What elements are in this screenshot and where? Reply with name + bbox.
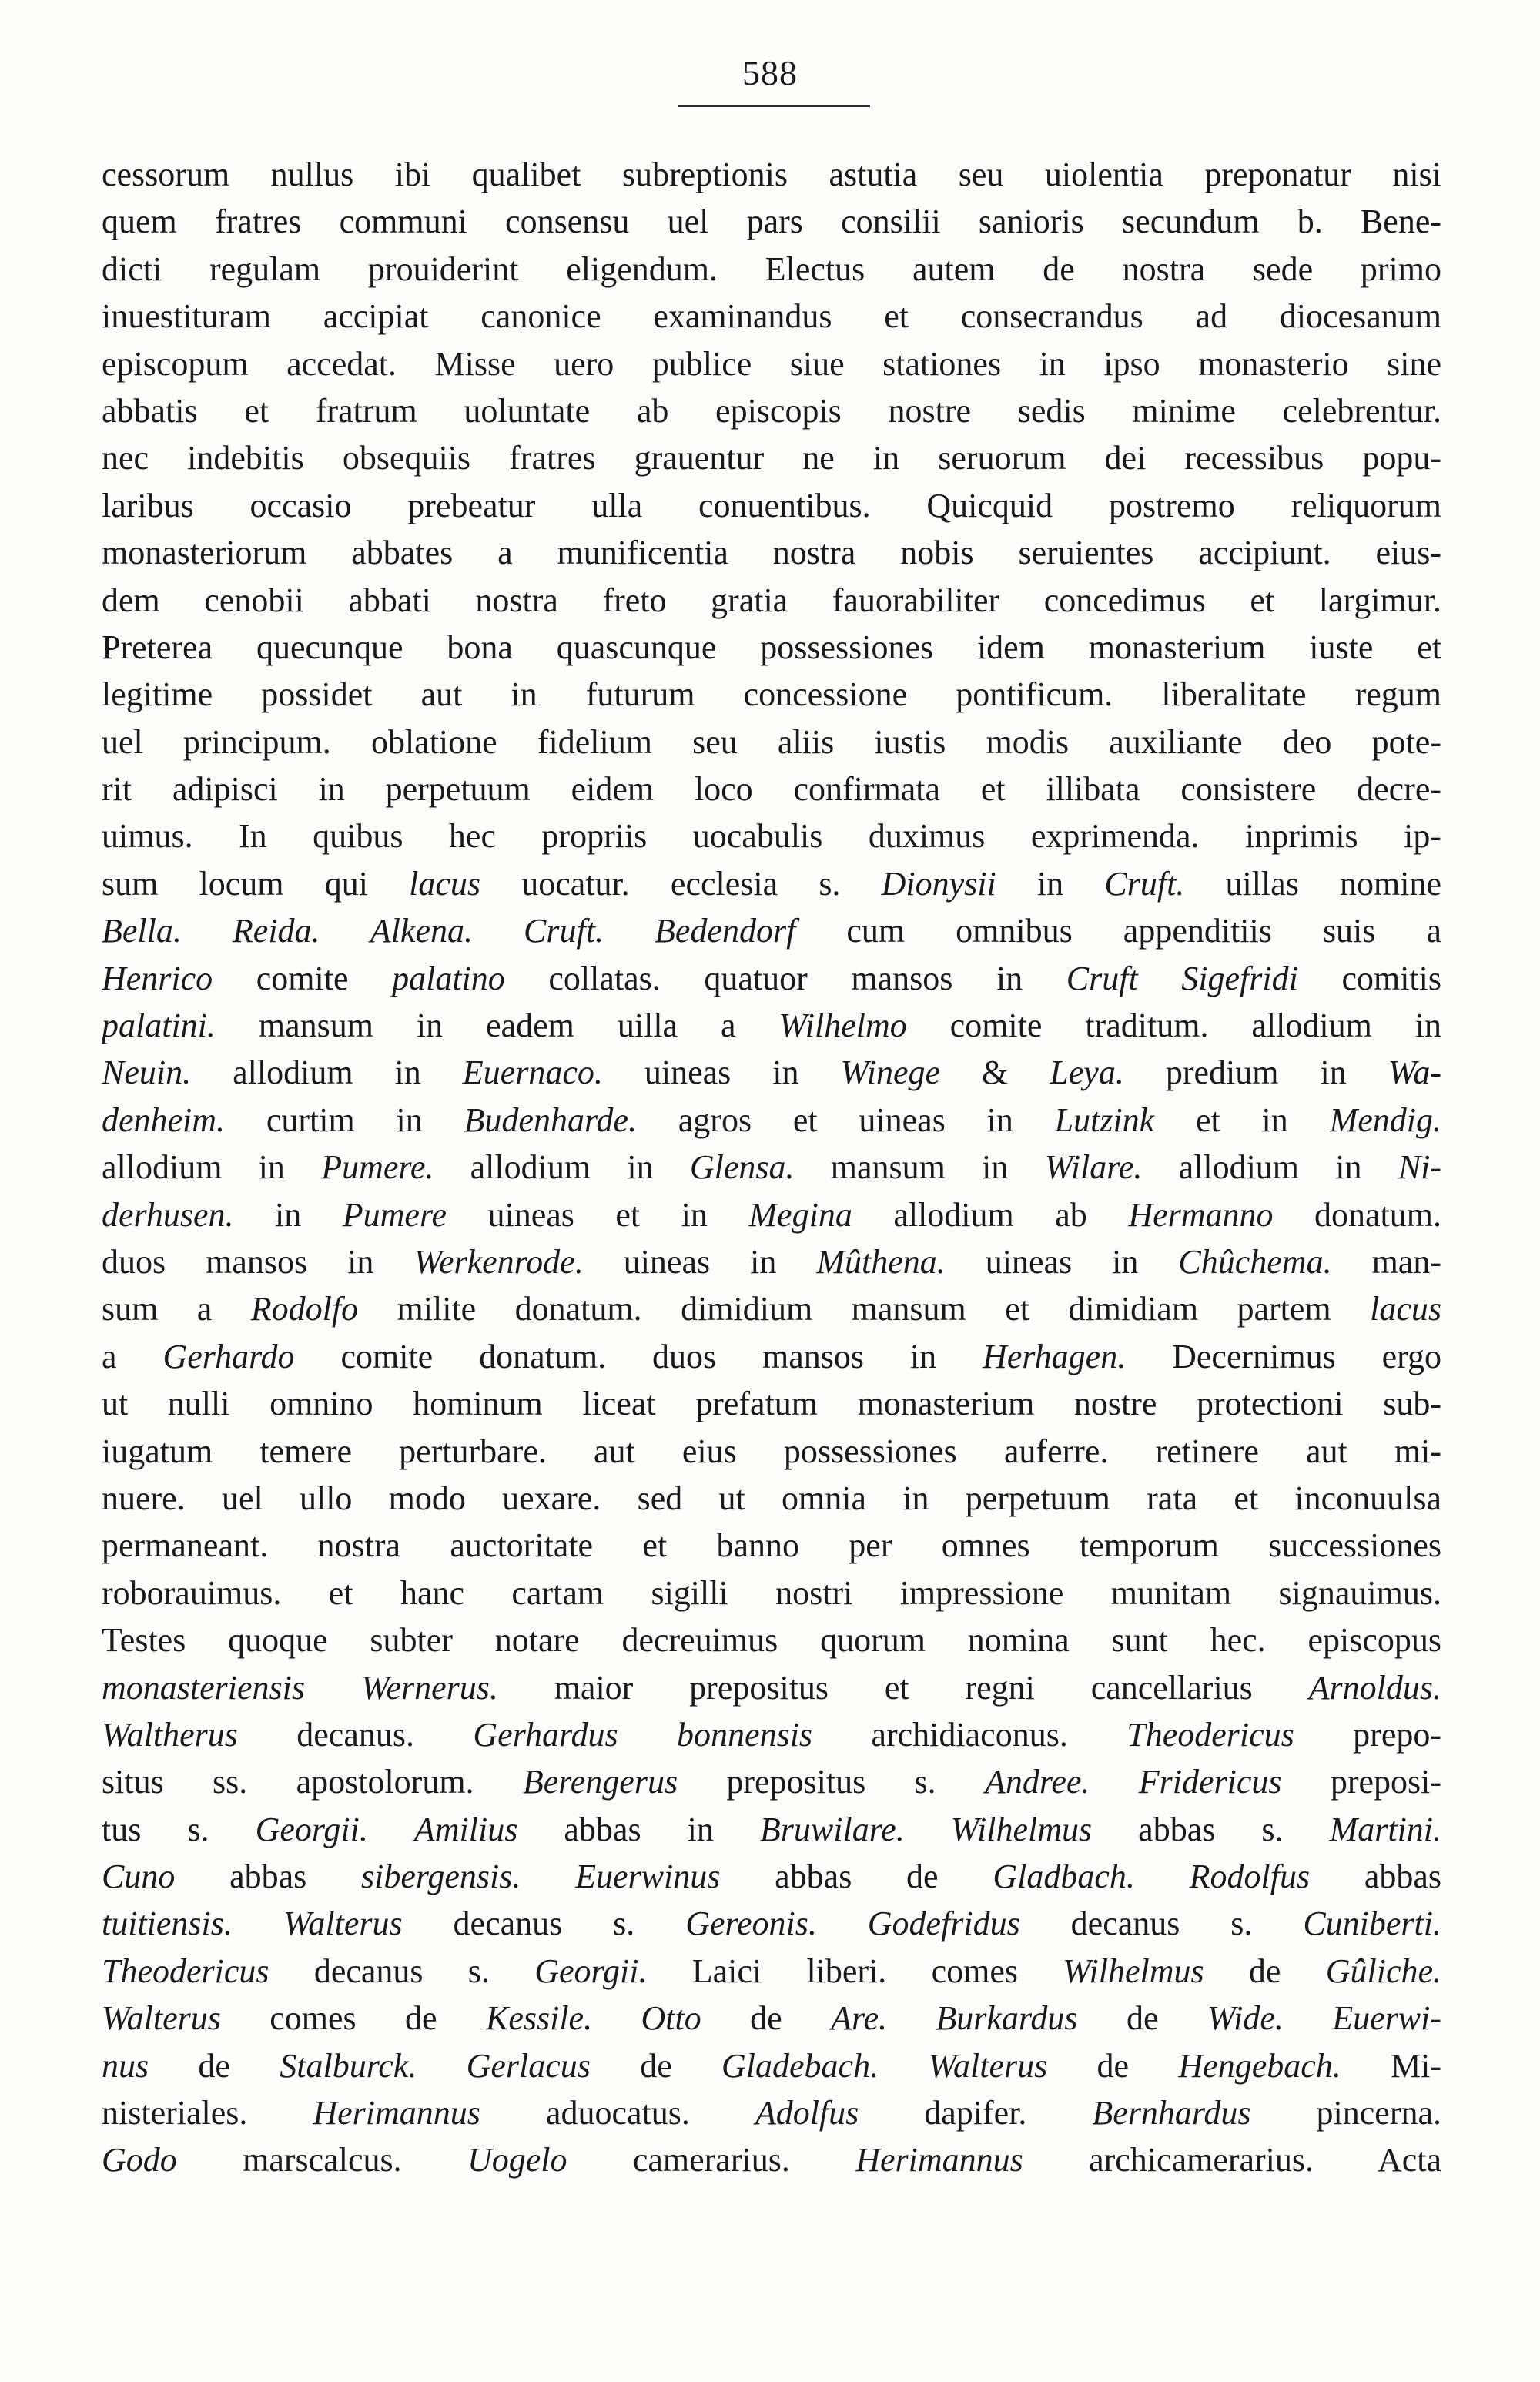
italic-name: Bruwilare. <box>759 1810 905 1848</box>
text-span: allodium in <box>434 1148 690 1187</box>
italic-name: Pumere. <box>321 1148 434 1187</box>
italic-name: Godefridus <box>867 1905 1020 1943</box>
italic-name: Martini. <box>1329 1810 1441 1848</box>
text-span <box>1135 1858 1190 1895</box>
italic-name: Fridericus <box>1138 1763 1282 1801</box>
text-span: dicti regulam prouiderint eligendum. Electus autem de nostra sede primo <box>102 250 1441 288</box>
page-number: 588 <box>742 53 798 92</box>
text-span: nec indebitis obsequiis fratres grauentur ne in seruorum dei recessibus popu- <box>102 439 1441 477</box>
text-span: comite donatum. duos mansos in <box>294 1337 983 1375</box>
text-span: man- <box>1331 1242 1441 1281</box>
text-span: decanus s. <box>269 1951 535 1990</box>
italic-name: Andree. <box>985 1763 1090 1801</box>
text-span: de <box>701 1999 832 2038</box>
italic-name: Godo <box>102 2141 177 2179</box>
text-line <box>102 1475 1441 1522</box>
text-line <box>102 1285 1441 1332</box>
text-span: prepo- <box>1294 1715 1441 1754</box>
italic-name: Otto <box>641 1999 701 2038</box>
italic-name: Rodolfus <box>1189 1858 1311 1896</box>
italic-name: Leya. <box>1050 1054 1124 1092</box>
text-line <box>102 1049 1441 1096</box>
text-span: Preterea quecunque bona quascunque possessiones idem monasterium iuste et <box>102 628 1441 666</box>
italic-name: Berengerus <box>522 1763 678 1801</box>
italic-name: Gerhardo <box>162 1337 295 1375</box>
text-line <box>102 246 1441 293</box>
italic-name: monasteriensis Wernerus. <box>102 1668 498 1707</box>
text-span: uocatur. ecclesia s. <box>480 864 882 903</box>
header-rule <box>678 105 870 107</box>
text-span: & <box>940 1054 1050 1092</box>
text-span: archicamerarius. Acta <box>1023 2141 1441 2179</box>
text-span: preposi- <box>1281 1763 1441 1801</box>
italic-name: Dionysii <box>881 864 996 903</box>
text-span: duos mansos in <box>102 1242 414 1281</box>
text-span: uineas in <box>602 1054 841 1092</box>
text-line <box>102 482 1441 529</box>
text-span: uillas nomine <box>1184 864 1441 903</box>
text-span: curtim in <box>225 1101 464 1139</box>
italic-name: Herimannus <box>855 2141 1023 2179</box>
italic-name: Adolfus <box>755 2094 859 2132</box>
italic-name: Uogelo <box>467 2141 567 2179</box>
text-span: comite <box>213 959 393 997</box>
text-span: allodium ab <box>852 1195 1129 1234</box>
italic-name: Theodericus <box>1127 1715 1294 1754</box>
text-line <box>102 1522 1441 1569</box>
italic-name: Bella. Reida. Alkena. Cruft. Bedendorf <box>102 912 796 950</box>
text-span: comitis <box>1297 959 1441 997</box>
italic-name: Theodericus <box>102 1951 270 1990</box>
text-span: dapifer. <box>859 2094 1093 2132</box>
italic-name: Neuin. <box>102 1054 192 1092</box>
text-line <box>102 1191 1441 1238</box>
text-line <box>102 1380 1441 1427</box>
italic-name: Glensa. <box>689 1148 795 1187</box>
italic-name: Gûliche. <box>1325 1951 1441 1990</box>
text-span: decanus s. <box>1019 1905 1304 1943</box>
text-span: iugatum temere perturbare. aut eius possessiones auferre. retinere aut mi- <box>102 1432 1441 1470</box>
text-span: comite traditum. allodium in <box>906 1007 1441 1045</box>
text-span: monasteriorum abbates a munificentia nostra nobis seruientes accipiunt. eius- <box>102 534 1441 572</box>
italic-name: Herhagen. <box>983 1337 1127 1375</box>
text-line <box>102 340 1441 387</box>
text-line <box>102 529 1441 576</box>
text-span: Mi- <box>1341 2046 1441 2085</box>
text-span: marscalcus. <box>176 2141 467 2179</box>
italic-name: Winege <box>840 1054 941 1092</box>
text-span: donatum. <box>1273 1195 1441 1234</box>
text-span: quem fratres communi consensu uel pars consilii sanioris secundum b. Bene- <box>102 203 1441 241</box>
text-span: dem cenobii abbati nostra freto gratia fauorabiliter concedimus et largimur. <box>102 581 1441 619</box>
text-span: maior prepositus et regni cancellarius <box>497 1668 1309 1707</box>
italic-name: Wilare. <box>1044 1148 1143 1187</box>
italic-name: Lutzink <box>1054 1101 1155 1139</box>
text-line <box>102 151 1441 198</box>
text-span: decanus. <box>237 1715 474 1754</box>
text-line <box>102 2089 1441 2136</box>
italic-name: derhusen. <box>102 1195 234 1234</box>
text-line <box>102 198 1441 245</box>
text-span: sum locum qui <box>102 864 410 903</box>
text-span: situs ss. apostolorum. <box>102 1763 523 1801</box>
text-span: a <box>102 1337 163 1375</box>
italic-name: Kessile. <box>485 1999 593 2038</box>
italic-name: Pumere <box>342 1195 447 1234</box>
text-line <box>102 1144 1441 1191</box>
italic-name: Gereonis. <box>685 1905 817 1943</box>
text-span: episcopum accedat. Misse uero publice siue stationes in ipso monasterio sine <box>102 344 1441 383</box>
italic-name: Werkenrode. <box>413 1242 584 1281</box>
body-text <box>102 151 1441 2184</box>
italic-name: Chûchema. <box>1178 1242 1332 1281</box>
italic-name: nus <box>102 2046 149 2085</box>
italic-name: Henrico <box>102 959 213 997</box>
italic-name: denheim. <box>102 1101 226 1139</box>
text-line <box>102 1900 1441 1947</box>
text-span <box>592 1999 641 2037</box>
italic-name: Wide. <box>1207 1999 1284 2038</box>
text-line <box>102 955 1441 1002</box>
text-span: Laici liberi. comes <box>647 1951 1063 1990</box>
text-span: predium in <box>1123 1054 1388 1092</box>
text-span <box>1284 1999 1332 2037</box>
text-span: nuere. uel ullo modo uexare. sed ut omnia in perpetuum rata et inconuulsa <box>102 1479 1441 1517</box>
italic-name: sibergensis. <box>361 1858 521 1896</box>
text-line <box>102 1758 1441 1805</box>
italic-name: Burkardus <box>936 1999 1078 2038</box>
italic-name: Budenharde. <box>464 1101 637 1139</box>
text-span: Decernimus ergo <box>1126 1337 1441 1375</box>
italic-name: lacus <box>409 864 481 903</box>
text-line <box>102 387 1441 434</box>
text-line <box>102 1333 1441 1380</box>
text-span <box>417 2047 466 2085</box>
text-span: uineas in <box>945 1242 1179 1281</box>
text-line <box>102 1711 1441 1758</box>
italic-name: Wilhelmo <box>778 1007 907 1045</box>
text-line <box>102 766 1441 812</box>
text-line <box>102 860 1441 907</box>
italic-name: Euerwinus <box>575 1858 721 1896</box>
text-span: decanus s. <box>402 1905 686 1943</box>
text-span: mansum in <box>794 1148 1045 1187</box>
text-span: abbas <box>175 1858 362 1896</box>
text-span: in <box>996 864 1105 903</box>
text-span <box>233 1905 283 1942</box>
italic-name: Stalburck. <box>280 2046 417 2085</box>
italic-name: Walterus <box>928 2046 1048 2085</box>
italic-name: Walterus <box>283 1905 403 1943</box>
text-span: allodium in <box>191 1054 463 1092</box>
text-span: de <box>1204 1951 1326 1990</box>
italic-name: lacus <box>1370 1290 1441 1328</box>
text-span: abbas <box>1310 1858 1441 1896</box>
text-line <box>102 1428 1441 1475</box>
text-span: abbas in <box>517 1810 760 1848</box>
text-span: agros et uineas in <box>636 1101 1055 1139</box>
text-line <box>102 1948 1441 1995</box>
text-line <box>102 1806 1441 1853</box>
text-line <box>102 671 1441 718</box>
text-line <box>102 1097 1441 1144</box>
text-line <box>102 2042 1441 2089</box>
text-line <box>102 812 1441 859</box>
text-span: allodium in <box>102 1148 322 1187</box>
text-span <box>1090 1763 1138 1801</box>
text-span: abbatis et fratrum uoluntate ab episcopis nostre sedis minime celebrentur. <box>102 391 1441 430</box>
text-span: laribus occasio prebeatur ulla conuentibus. Quicquid postremo reliquorum <box>102 486 1441 524</box>
text-span: camerarius. <box>567 2141 856 2179</box>
italic-name: Are. <box>831 1999 887 2038</box>
text-span: et in <box>1154 1101 1330 1139</box>
text-line <box>102 293 1441 340</box>
text-line <box>102 1853 1441 1900</box>
text-span: milite donatum. dimidium mansum et dimidiam partem <box>358 1290 1371 1328</box>
text-span: allodium in <box>1142 1148 1398 1187</box>
italic-name: Gladbach. <box>993 1858 1135 1896</box>
italic-name: Georgii. <box>255 1810 368 1848</box>
text-line <box>102 624 1441 671</box>
text-span <box>905 1811 951 1848</box>
text-span: rit adipisci in perpetuum eidem loco confirmata et illibata consistere decre- <box>102 770 1441 809</box>
text-span: Testes quoque subter notare decreuimus quorum nomina sunt hec. episcopus <box>102 1621 1441 1660</box>
text-span <box>879 2047 928 2085</box>
italic-name: Ni- <box>1398 1148 1441 1187</box>
text-span <box>817 1905 868 1942</box>
text-span: archidiaconus. <box>812 1715 1127 1754</box>
text-span: uineas et in <box>446 1195 749 1234</box>
text-span: abbas s. <box>1092 1810 1330 1848</box>
italic-name: Arnoldus. <box>1308 1668 1441 1707</box>
text-span: ut nulli omnino hominum liceat prefatum monasterium nostre protectioni sub- <box>102 1385 1441 1423</box>
text-line <box>102 434 1441 481</box>
text-line <box>102 719 1441 766</box>
text-span: prepositus s. <box>678 1763 985 1801</box>
text-span: sum a <box>102 1290 251 1328</box>
text-span: mansum in eadem uilla a <box>215 1007 779 1045</box>
text-span: uineas in <box>583 1242 817 1281</box>
italic-name: tuitiensis. <box>102 1905 233 1943</box>
text-span: uel principum. oblatione fidelium seu aliis iustis modis auxiliante deo pote- <box>102 722 1441 761</box>
italic-name: Wilhelmus <box>1063 1951 1204 1990</box>
text-line <box>102 1664 1441 1711</box>
text-span: cum omnibus appenditiis suis a <box>795 912 1441 950</box>
text-span: de <box>1077 1999 1207 2038</box>
text-span: nisteriales. <box>102 2094 313 2132</box>
italic-name: Georgii. <box>534 1951 648 1990</box>
text-span: uimus. In quibus hec propriis uocabulis duximus exprimenda. inprimis ip- <box>102 817 1441 856</box>
text-span: de <box>149 2046 280 2085</box>
italic-name: Mendig. <box>1329 1101 1441 1139</box>
text-span <box>368 1811 414 1848</box>
text-span: de <box>590 2046 722 2085</box>
italic-name: Megina <box>748 1195 852 1234</box>
italic-name: Euernaco. <box>462 1054 603 1092</box>
italic-name: Bernhardus <box>1092 2094 1251 2132</box>
text-span: comes de <box>220 1999 486 2038</box>
italic-name: Gerlacus <box>466 2046 591 2085</box>
italic-name: Gladebach. <box>721 2046 879 2085</box>
italic-name: Waltherus <box>102 1715 238 1754</box>
text-span: aduocatus. <box>480 2094 755 2132</box>
text-span: collatas. quatuor mansos in <box>504 959 1066 997</box>
italic-name: Wilhelmus <box>950 1810 1093 1848</box>
text-line <box>102 1570 1441 1616</box>
italic-name: Wa- <box>1388 1054 1441 1092</box>
italic-name: Walterus <box>102 1999 221 2038</box>
text-span <box>521 1858 575 1895</box>
text-span: roborauimus. et hanc cartam sigilli nostri impressione munitam signauimus. <box>102 1573 1441 1612</box>
text-line <box>102 1995 1441 2042</box>
text-span: cessorum nullus ibi qualibet subreptionis astutia seu uiolentia preponatur nisi <box>102 156 1441 193</box>
italic-name: Cruft Sigefridi <box>1066 959 1298 997</box>
italic-name: Euerwi- <box>1332 1999 1441 2038</box>
text-line <box>102 1238 1441 1285</box>
text-line <box>102 907 1441 954</box>
italic-name: palatino <box>392 959 505 997</box>
text-line <box>102 2136 1441 2183</box>
italic-name: Cruft. <box>1104 864 1185 903</box>
italic-name: Cuno <box>102 1858 176 1896</box>
italic-name: Gerhardus bonnensis <box>473 1715 813 1754</box>
text-line <box>102 1002 1441 1049</box>
italic-name: Amilius <box>413 1810 518 1848</box>
italic-name: Mûthena. <box>816 1242 946 1281</box>
italic-name: palatini. <box>102 1007 216 1045</box>
text-line <box>102 1616 1441 1663</box>
text-span: permaneant. nostra auctoritate et banno per omnes temporum successiones <box>102 1526 1441 1565</box>
italic-name: Rodolfo <box>250 1290 359 1328</box>
text-span: pincerna. <box>1250 2094 1441 2132</box>
text-span: abbas de <box>720 1858 993 1896</box>
italic-name: Herimannus <box>313 2094 480 2132</box>
text-span: legitime possidet aut in futurum concessione pontificum. liberalitate regum <box>102 675 1441 714</box>
text-span: inuestituram accipiat canonice examinandus et consecrandus ad diocesanum <box>102 297 1441 336</box>
italic-name: Hermanno <box>1128 1195 1274 1234</box>
italic-name: Cuniberti. <box>1303 1905 1441 1943</box>
text-span: tus s. <box>102 1810 256 1848</box>
text-span <box>887 1999 936 2037</box>
text-span: in <box>233 1195 343 1234</box>
text-line <box>102 577 1441 624</box>
italic-name: Hengebach. <box>1178 2046 1341 2085</box>
text-span: de <box>1047 2046 1179 2085</box>
